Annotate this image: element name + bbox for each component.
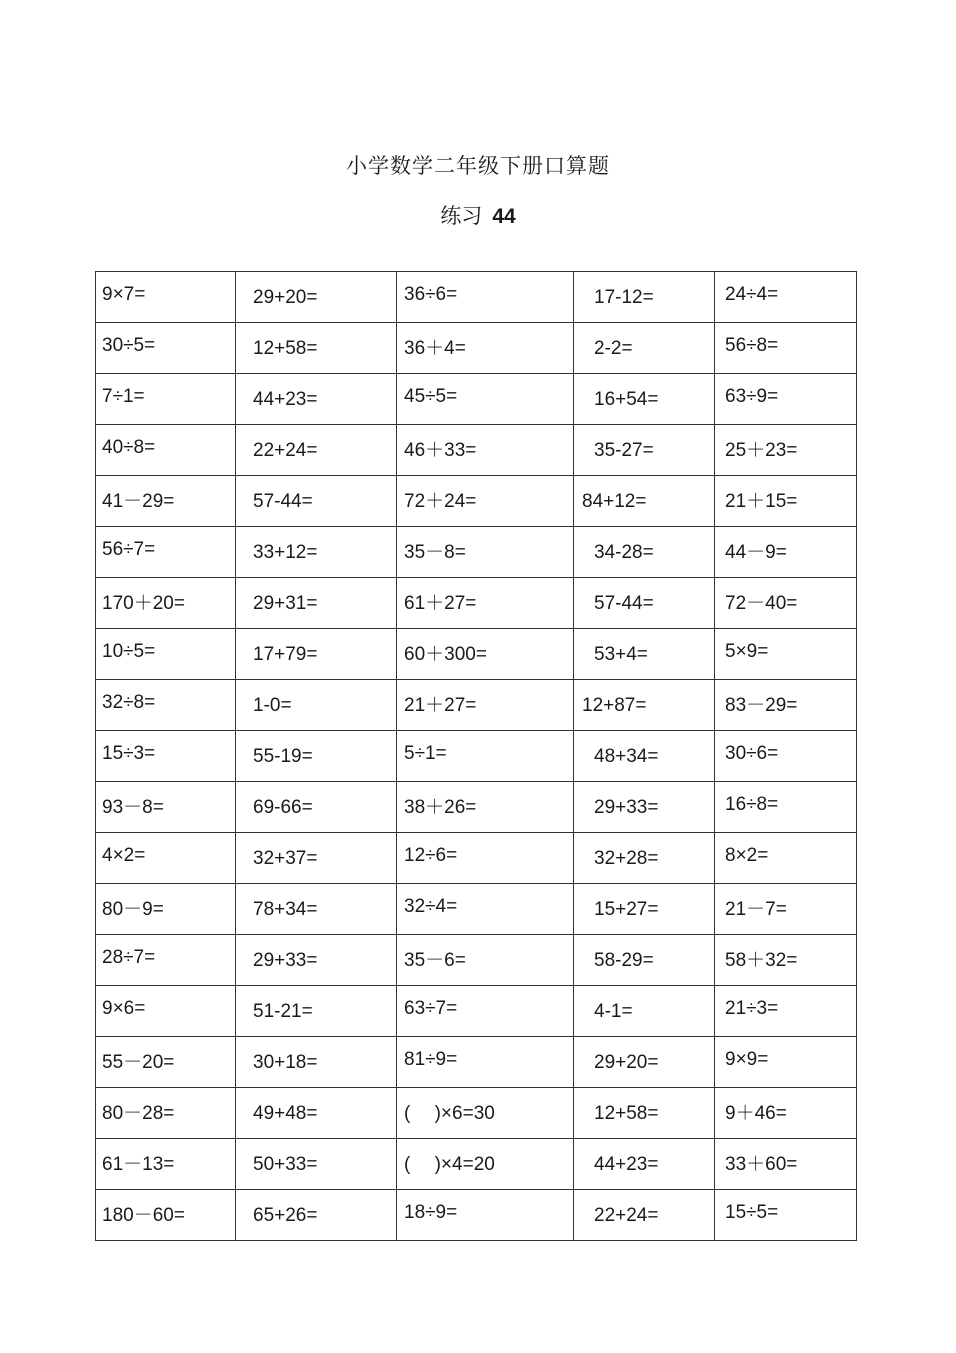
table-row bbox=[96, 680, 857, 731]
problem-cell bbox=[397, 935, 574, 986]
problem-cell bbox=[236, 884, 397, 935]
table-row bbox=[96, 1037, 857, 1088]
problem-text: 16+54= bbox=[594, 389, 659, 410]
problem-text: 8×2= bbox=[725, 845, 769, 866]
problem-cell bbox=[236, 323, 397, 374]
problem-text: 41－29= bbox=[102, 490, 175, 512]
problem-text: 57-44= bbox=[253, 491, 313, 512]
problem-text: 35－6= bbox=[404, 949, 466, 971]
problem-text: 18÷9= bbox=[404, 1202, 458, 1223]
problem-text: 38＋26= bbox=[404, 796, 477, 818]
problem-text: 30÷5= bbox=[102, 335, 156, 356]
problem-text: 16÷8= bbox=[725, 794, 779, 815]
problem-cell bbox=[715, 1037, 857, 1088]
problem-cell bbox=[574, 833, 715, 884]
table-row bbox=[96, 323, 857, 374]
problem-text: 22+24= bbox=[253, 440, 318, 461]
problem-text: 36÷6= bbox=[404, 284, 458, 305]
table-row bbox=[96, 1088, 857, 1139]
problem-text: 80－9= bbox=[102, 898, 164, 920]
problem-cell bbox=[715, 1088, 857, 1139]
problem-cell bbox=[397, 1037, 574, 1088]
problem-cell bbox=[236, 833, 397, 884]
problem-cell bbox=[96, 272, 236, 323]
problem-text: 21÷3= bbox=[725, 998, 779, 1019]
problem-text: 29+20= bbox=[594, 1052, 659, 1073]
problem-text: 44+23= bbox=[594, 1154, 659, 1175]
problem-cell bbox=[574, 527, 715, 578]
table-row bbox=[96, 374, 857, 425]
problem-cell bbox=[574, 680, 715, 731]
table-row bbox=[96, 986, 857, 1037]
problem-grid bbox=[95, 271, 857, 1241]
problem-cell bbox=[715, 986, 857, 1037]
problem-cell bbox=[96, 578, 236, 629]
problem-cell bbox=[397, 425, 574, 476]
problem-text: 12+58= bbox=[253, 338, 318, 359]
problem-text: 80－28= bbox=[102, 1102, 175, 1124]
table-row bbox=[96, 782, 857, 833]
problem-cell bbox=[96, 323, 236, 374]
problem-cell bbox=[574, 1037, 715, 1088]
problem-text: 170＋20= bbox=[102, 592, 185, 614]
problem-text: 15÷3= bbox=[102, 743, 156, 764]
problem-cell bbox=[236, 527, 397, 578]
problem-text: 28÷7= bbox=[102, 947, 156, 968]
problem-cell bbox=[397, 578, 574, 629]
problem-text: 44－9= bbox=[725, 541, 787, 563]
table-row bbox=[96, 578, 857, 629]
problem-text: 58-29= bbox=[594, 950, 654, 971]
problem-cell bbox=[715, 272, 857, 323]
problem-text: 32+37= bbox=[253, 848, 318, 869]
problem-text: 55-19= bbox=[253, 746, 313, 767]
problem-text: 45÷5= bbox=[404, 386, 458, 407]
exercise-number: 44 bbox=[492, 205, 516, 228]
problem-cell bbox=[574, 935, 715, 986]
problem-cell bbox=[236, 782, 397, 833]
problem-text: 17-12= bbox=[594, 287, 654, 308]
problem-text: 12+87= bbox=[582, 695, 647, 716]
problem-text: 53+4= bbox=[594, 644, 648, 665]
problem-text: 48+34= bbox=[594, 746, 659, 767]
problem-text: 40÷8= bbox=[102, 437, 156, 458]
problem-text: 33+12= bbox=[253, 542, 318, 563]
problem-cell bbox=[397, 986, 574, 1037]
problem-text: 32÷4= bbox=[404, 896, 458, 917]
table-row bbox=[96, 1190, 857, 1241]
problem-text: 78+34= bbox=[253, 899, 318, 920]
problem-grid-body bbox=[96, 272, 857, 1241]
problem-cell bbox=[715, 1190, 857, 1241]
problem-text: 15+27= bbox=[594, 899, 659, 920]
problem-text: 44+23= bbox=[253, 389, 318, 410]
problem-cell bbox=[397, 1088, 574, 1139]
problem-text: 56÷7= bbox=[102, 539, 156, 560]
problem-text: 65+26= bbox=[253, 1205, 318, 1226]
worksheet-title: 小学数学二年级下册口算题 bbox=[346, 154, 610, 178]
problem-cell bbox=[397, 374, 574, 425]
problem-text: 61－13= bbox=[102, 1153, 175, 1175]
problem-cell bbox=[574, 476, 715, 527]
problem-cell bbox=[574, 884, 715, 935]
problem-cell bbox=[236, 1088, 397, 1139]
problem-cell bbox=[397, 731, 574, 782]
problem-cell bbox=[397, 680, 574, 731]
problem-cell bbox=[397, 884, 574, 935]
problem-cell bbox=[236, 731, 397, 782]
problem-text: 58＋32= bbox=[725, 949, 798, 971]
problem-cell bbox=[715, 731, 857, 782]
problem-cell bbox=[574, 578, 715, 629]
problem-text: 93－8= bbox=[102, 796, 164, 818]
problem-text: 57-44= bbox=[594, 593, 654, 614]
table-row bbox=[96, 935, 857, 986]
problem-cell bbox=[236, 986, 397, 1037]
problem-text: 4×2= bbox=[102, 845, 146, 866]
problem-text: 63÷9= bbox=[725, 386, 779, 407]
problem-cell bbox=[236, 476, 397, 527]
problem-text: 15÷5= bbox=[725, 1202, 779, 1223]
problem-cell bbox=[715, 527, 857, 578]
problem-cell bbox=[715, 1139, 857, 1190]
table-row bbox=[96, 833, 857, 884]
problem-text: 56÷8= bbox=[725, 335, 779, 356]
problem-text: 72＋24= bbox=[404, 490, 477, 512]
problem-cell bbox=[96, 629, 236, 680]
exercise-heading bbox=[0, 200, 956, 230]
problem-cell bbox=[236, 1190, 397, 1241]
problem-cell bbox=[397, 833, 574, 884]
problem-cell bbox=[96, 1037, 236, 1088]
problem-cell bbox=[397, 527, 574, 578]
problem-text: 5÷1= bbox=[404, 743, 447, 764]
problem-cell bbox=[96, 680, 236, 731]
problem-cell bbox=[715, 476, 857, 527]
problem-cell bbox=[715, 782, 857, 833]
problem-text: 29+20= bbox=[253, 287, 318, 308]
problem-text: 49+48= bbox=[253, 1103, 318, 1124]
problem-cell bbox=[715, 323, 857, 374]
problem-text: 4-1= bbox=[594, 1001, 633, 1022]
problem-cell bbox=[236, 272, 397, 323]
problem-cell bbox=[397, 323, 574, 374]
problem-text: 69-66= bbox=[253, 797, 313, 818]
problem-cell bbox=[715, 374, 857, 425]
problem-cell bbox=[96, 1139, 236, 1190]
table-row bbox=[96, 527, 857, 578]
problem-cell bbox=[715, 935, 857, 986]
problem-cell bbox=[574, 1088, 715, 1139]
problem-text: 32÷8= bbox=[102, 692, 156, 713]
problem-cell bbox=[96, 527, 236, 578]
problem-text: 180－60= bbox=[102, 1204, 185, 1226]
problem-cell bbox=[574, 1139, 715, 1190]
problem-cell bbox=[715, 680, 857, 731]
problem-cell bbox=[236, 374, 397, 425]
problem-cell bbox=[574, 1190, 715, 1241]
problem-text: 22+24= bbox=[594, 1205, 659, 1226]
problem-cell bbox=[715, 578, 857, 629]
problem-text: 30+18= bbox=[253, 1052, 318, 1073]
problem-text: 46＋33= bbox=[404, 439, 477, 461]
problem-cell bbox=[397, 272, 574, 323]
problem-cell bbox=[96, 374, 236, 425]
problem-cell bbox=[397, 782, 574, 833]
problem-cell bbox=[96, 1088, 236, 1139]
problem-text: 21－7= bbox=[725, 898, 787, 920]
problem-cell bbox=[96, 425, 236, 476]
problem-text: 61＋27= bbox=[404, 592, 477, 614]
problem-cell bbox=[96, 1190, 236, 1241]
problem-cell bbox=[96, 731, 236, 782]
problem-cell bbox=[96, 986, 236, 1037]
problem-cell bbox=[574, 986, 715, 1037]
problem-text: 17+79= bbox=[253, 644, 318, 665]
problem-text: 25＋23= bbox=[725, 439, 798, 461]
problem-cell bbox=[574, 272, 715, 323]
table-row bbox=[96, 476, 857, 527]
problem-text: 12+58= bbox=[594, 1103, 659, 1124]
problem-text: 29+33= bbox=[253, 950, 318, 971]
problem-text: ( )×4=20 bbox=[404, 1153, 495, 1175]
problem-text: 21＋27= bbox=[404, 694, 477, 716]
problem-text: 9×9= bbox=[725, 1049, 769, 1070]
problem-text: 7÷1= bbox=[102, 386, 145, 407]
problem-text: 32+28= bbox=[594, 848, 659, 869]
problem-text: 63÷7= bbox=[404, 998, 458, 1019]
problem-text: 36＋4= bbox=[404, 337, 466, 359]
problem-text: 2-2= bbox=[594, 338, 633, 359]
problem-text: 9×7= bbox=[102, 284, 146, 305]
problem-text: ( )×6=30 bbox=[404, 1102, 495, 1124]
problem-text: 24÷4= bbox=[725, 284, 779, 305]
problem-text: 1-0= bbox=[253, 695, 292, 716]
problem-cell bbox=[397, 629, 574, 680]
problem-text: 9＋46= bbox=[725, 1102, 787, 1124]
table-row bbox=[96, 629, 857, 680]
problem-text: 30÷6= bbox=[725, 743, 779, 764]
problem-text: 21＋15= bbox=[725, 490, 798, 512]
problem-text: 84+12= bbox=[582, 491, 647, 512]
table-row bbox=[96, 272, 857, 323]
problem-cell bbox=[236, 629, 397, 680]
problem-cell bbox=[397, 1139, 574, 1190]
problem-text: 35-27= bbox=[594, 440, 654, 461]
problem-cell bbox=[574, 374, 715, 425]
problem-cell bbox=[715, 629, 857, 680]
problem-text: 83－29= bbox=[725, 694, 798, 716]
problem-cell bbox=[236, 425, 397, 476]
problem-text: 9×6= bbox=[102, 998, 146, 1019]
problem-cell bbox=[96, 935, 236, 986]
problem-text: 72－40= bbox=[725, 592, 798, 614]
problem-cell bbox=[574, 323, 715, 374]
problem-text: 10÷5= bbox=[102, 641, 156, 662]
problem-text: 34-28= bbox=[594, 542, 654, 563]
problem-text: 29+31= bbox=[253, 593, 318, 614]
table-row bbox=[96, 1139, 857, 1190]
problem-cell bbox=[236, 578, 397, 629]
problem-text: 81÷9= bbox=[404, 1049, 458, 1070]
problem-text: 51-21= bbox=[253, 1001, 313, 1022]
problem-cell bbox=[236, 935, 397, 986]
problem-cell bbox=[96, 833, 236, 884]
problem-cell bbox=[96, 884, 236, 935]
problem-text: 50+33= bbox=[253, 1154, 318, 1175]
problem-cell bbox=[236, 1037, 397, 1088]
table-row bbox=[96, 731, 857, 782]
problem-cell bbox=[236, 1139, 397, 1190]
problem-cell bbox=[397, 476, 574, 527]
problem-cell bbox=[574, 731, 715, 782]
problem-cell bbox=[236, 680, 397, 731]
problem-cell bbox=[574, 782, 715, 833]
problem-cell bbox=[574, 629, 715, 680]
problem-cell bbox=[96, 782, 236, 833]
problem-cell bbox=[715, 884, 857, 935]
problem-text: 55－20= bbox=[102, 1051, 175, 1073]
problem-cell bbox=[96, 476, 236, 527]
problem-text: 60＋300= bbox=[404, 643, 487, 665]
table-row bbox=[96, 884, 857, 935]
table-row bbox=[96, 425, 857, 476]
problem-text: 35－8= bbox=[404, 541, 466, 563]
problem-text: 33＋60= bbox=[725, 1153, 798, 1175]
problem-text: 12÷6= bbox=[404, 845, 458, 866]
problem-text: 29+33= bbox=[594, 797, 659, 818]
exercise-label: 练习 bbox=[440, 205, 483, 228]
problem-cell bbox=[715, 833, 857, 884]
problem-cell bbox=[574, 425, 715, 476]
problem-cell bbox=[397, 1190, 574, 1241]
problem-cell bbox=[715, 425, 857, 476]
problem-text: 5×9= bbox=[725, 641, 769, 662]
